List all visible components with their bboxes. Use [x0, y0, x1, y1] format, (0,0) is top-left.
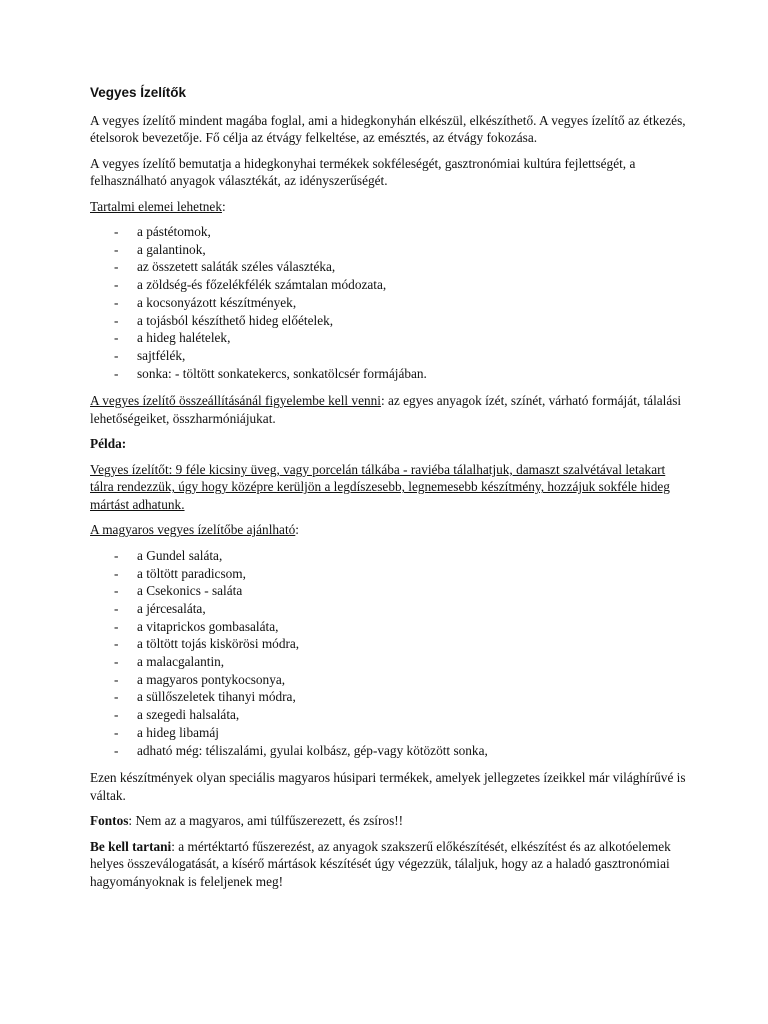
example-paragraph — [90, 461, 690, 514]
list-item-text: a zöldség-és főzelékfélék számtalan módozata, — [137, 277, 387, 293]
dash-bullet: - — [114, 330, 119, 346]
list-item-text: a Gundel saláta, — [137, 547, 223, 563]
dash-bullet: - — [114, 365, 119, 381]
content-heading — [90, 198, 690, 216]
list-item — [90, 635, 690, 653]
list-item-text: a vitaprickos gombasaláta, — [137, 618, 279, 634]
dash-bullet: - — [114, 259, 119, 275]
list-item — [90, 671, 690, 689]
list-item-text: a pástétomok, — [137, 224, 211, 239]
list-item — [90, 742, 690, 760]
list-item — [90, 294, 690, 312]
hungarian-heading — [90, 521, 690, 539]
dash-bullet: - — [114, 671, 119, 687]
list-item — [90, 724, 690, 742]
list-item — [90, 653, 690, 671]
dash-bullet: - — [114, 277, 119, 293]
dash-bullet: - — [114, 689, 119, 705]
dash-bullet: - — [114, 547, 119, 563]
assembly-paragraph — [90, 392, 690, 427]
list-item — [90, 688, 690, 706]
assembly-text: : az egyes anyagok ízét, színét, várható formáját, tálalási lehetőségeiket, összharmóniájukat. — [90, 393, 682, 426]
list-item-text: a hideg libamáj — [137, 724, 219, 740]
dash-bullet: - — [114, 583, 119, 599]
assembly-label: A vegyes ízelítő összeállításánál figyelembe kell venni — [90, 393, 381, 409]
list-item — [90, 312, 690, 330]
list-item-text: a galantinok, — [137, 241, 206, 257]
intro-paragraph-1: A vegyes ízelítő mindent magába foglal, ami a hidegkonyhán elkészül, elkészíthető. A vegyes ízelítő az étkezés, ételsorok bevezetője. Fő célja az étvágy felkeltése, az emésztés, az étvágy fokozása. — [90, 112, 686, 145]
must-text: : a mértéktartó fűszerezést, az anyagok szakszerű előkészítését, elkészítést és az alkotóelemek helyes összeválogatását, a kísérő mártások készítését úgy végezzük, tálaljuk, hogy az a haladó gasztronómiai hagyományoknak is feleljenek meg! — [90, 838, 671, 889]
dash-bullet: - — [114, 618, 119, 634]
dash-bullet: - — [114, 565, 119, 581]
must-paragraph — [90, 838, 690, 891]
list-item-text: a süllőszeletek tihanyi módra, — [137, 689, 296, 705]
dash-bullet: - — [114, 600, 119, 616]
must-label: Be kell tartani — [90, 838, 172, 854]
list-item — [90, 600, 690, 618]
list-item-text: a tojásból készíthető hideg előételek, — [137, 312, 334, 328]
list-item-text: a jércesaláta, — [137, 600, 206, 616]
list-item — [90, 547, 690, 565]
list-item-text: a hideg halételek, — [137, 330, 231, 346]
dash-bullet: - — [114, 636, 119, 652]
list-item — [90, 618, 690, 636]
hungarian-heading-text: A magyaros vegyes ízelítőbe ajánlható — [90, 522, 296, 538]
list-item-text: a Csekonics - saláta — [137, 583, 243, 599]
list-item — [90, 258, 690, 276]
list-item-text: adható még: téliszalámi, gyulai kolbász, gép-vagy kötözött sonka, — [137, 742, 488, 758]
example-text: Vegyes ízelítőt: 9 féle kicsiny üveg, vagy porcelán tálkába - raviéba tálalhatjuk, damaszt szalvétával letakart tálra rendezzük, úgy hogy középre kerüljön a legdíszesebb, legnemesebb készítmény, hozzájuk sokféle hideg mártást adhatunk. — [90, 461, 670, 512]
list-item — [90, 241, 690, 259]
important-label: Fontos — [90, 813, 129, 829]
dash-bullet: - — [114, 654, 119, 670]
dash-bullet: - — [114, 742, 119, 758]
dash-bullet: - — [114, 707, 119, 723]
content-heading-text: Tartalmi elemei lehetnek — [90, 198, 222, 214]
dash-bullet: - — [114, 224, 119, 239]
hungarian-items-list — [90, 547, 690, 759]
specialty-paragraph: Ezen készítmények olyan speciális magyaros húsipari termékek, amelyek jellegzetes ízeikkel már világhírűvé is váltak. — [90, 770, 686, 803]
list-item — [90, 365, 690, 383]
dash-bullet: - — [114, 312, 119, 328]
intro-paragraph-2: A vegyes ízelítő bemutatja a hidegkonyhai termékek sokféleségét, gasztronómiai kultúra fejlettségét, a felhasználható anyagok választékát, az idényszerűségét. — [90, 155, 636, 188]
list-item-text: a töltött paradicsom, — [137, 565, 246, 581]
list-item — [90, 223, 690, 241]
list-item-text: a szegedi halsaláta, — [137, 707, 240, 723]
content-items-list — [90, 223, 690, 382]
dash-bullet: - — [114, 294, 119, 310]
example-label: Példa: — [90, 436, 127, 452]
list-item — [90, 347, 690, 365]
list-item-text: a magyaros pontykocsonya, — [137, 671, 286, 687]
list-item — [90, 565, 690, 583]
hungarian-heading-colon: : — [295, 522, 299, 538]
list-item-text: sonka: - töltött sonkatekercs, sonkatölcsér formájában. — [137, 365, 427, 381]
list-item-text: az összetett saláták széles választéka, — [137, 259, 336, 275]
dash-bullet: - — [114, 241, 119, 257]
document-page — [90, 84, 690, 898]
dash-bullet: - — [114, 347, 119, 363]
content-heading-colon: : — [221, 198, 226, 214]
dash-bullet: - — [114, 724, 119, 740]
list-item-text: a kocsonyázott készítmények, — [137, 294, 297, 310]
list-item — [90, 329, 690, 347]
important-text: : Nem az a magyaros, ami túlfűszerezett, és zsíros!! — [128, 813, 404, 829]
list-item — [90, 276, 690, 294]
document-title: Vegyes Ízelítők — [90, 85, 187, 100]
important-paragraph — [90, 812, 690, 830]
list-item-text: sajtfélék, — [137, 347, 186, 363]
list-item-text: a töltött tojás kiskörösi módra, — [137, 636, 300, 652]
list-item-text: a malacgalantin, — [137, 654, 225, 670]
list-item — [90, 706, 690, 724]
list-item — [90, 582, 690, 600]
